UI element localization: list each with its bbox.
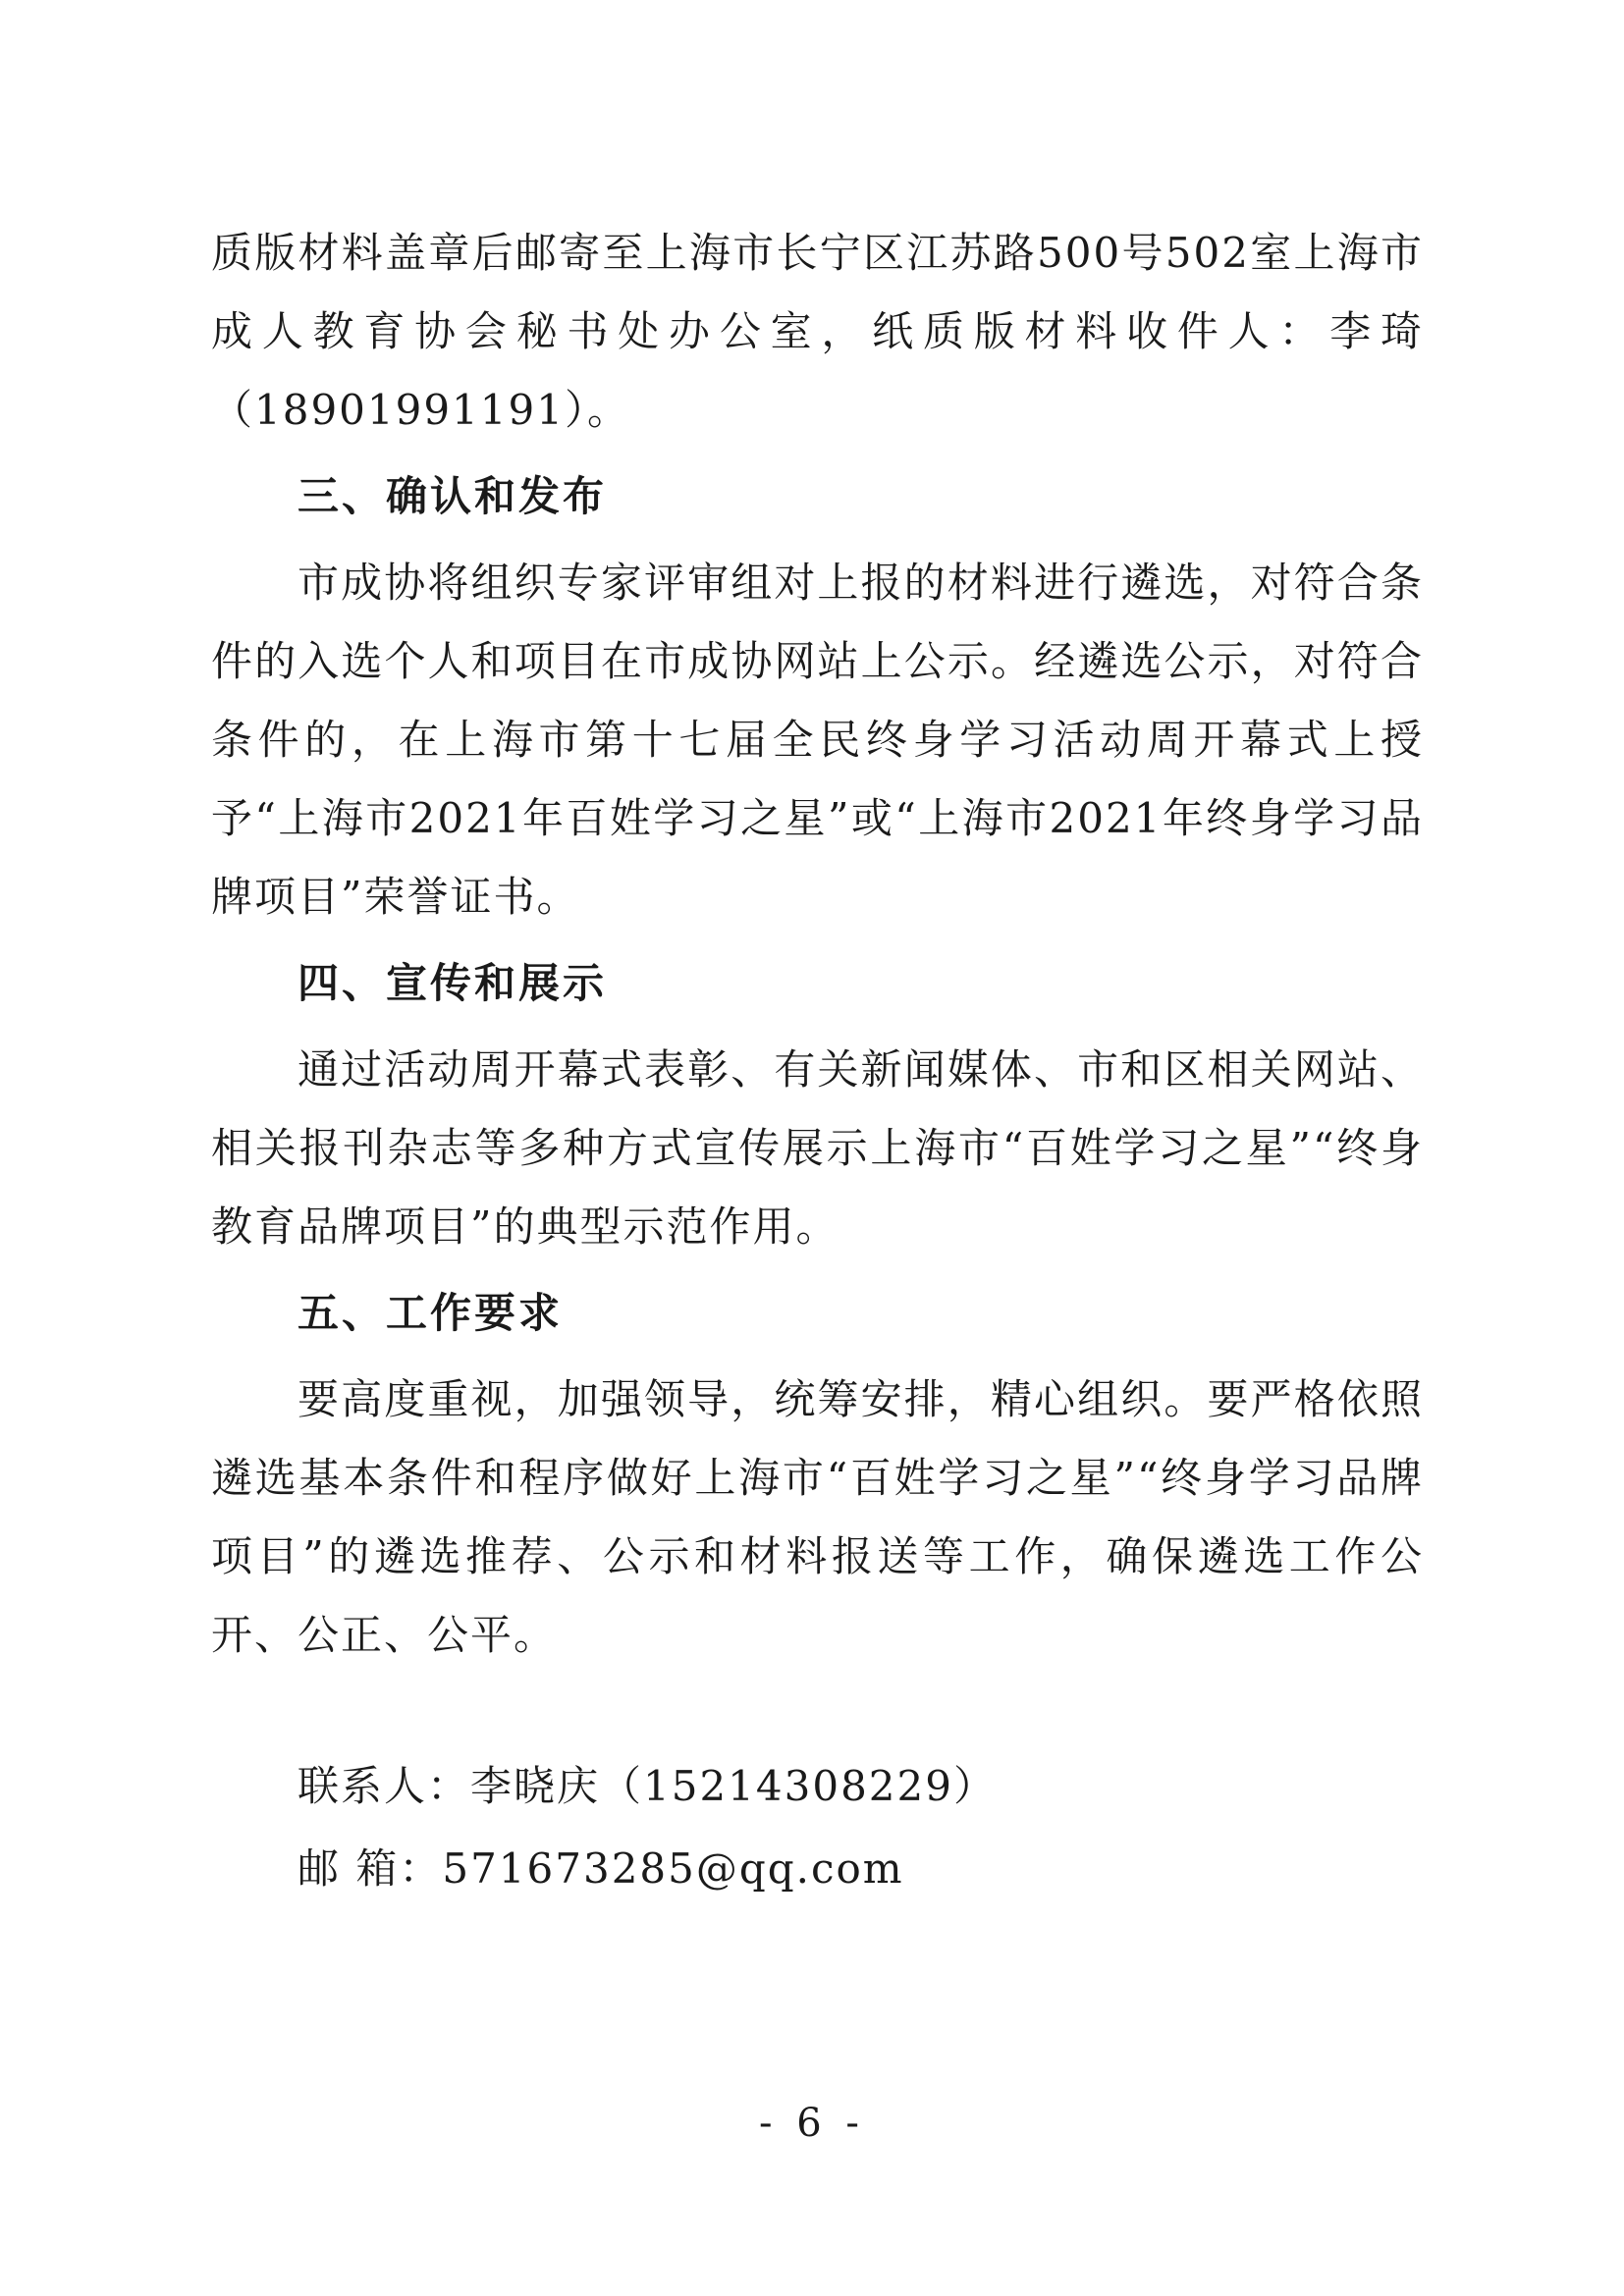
contact-person-label: 联系人： bbox=[298, 1762, 471, 1810]
page-number: - 6 - bbox=[759, 2101, 865, 2146]
contact-email-value: 571673285@qq.com bbox=[442, 1844, 904, 1893]
contact-email-label: 邮 箱： bbox=[298, 1844, 443, 1893]
section-spacer bbox=[211, 1675, 1424, 1745]
contact-person-value: 李晓庆（15214308229） bbox=[470, 1762, 997, 1810]
heading-promotion-and-display: 四、宣传和展示 bbox=[298, 959, 608, 1007]
contact-email-row bbox=[211, 1828, 1424, 1910]
heading-confirm-and-publish: 三、确认和发布 bbox=[298, 472, 608, 520]
contact-person-row bbox=[211, 1745, 1424, 1828]
paragraph-work-requirements: 要高度重视，加强领导，统筹安排，精心组织。要严格依照遴选基本条件和程序做好上海市“百姓学习之星”“终身学习品牌项目”的遴选推荐、公示和材料报送等工作，确保遴选工作公开、公正、公平。 bbox=[211, 1375, 1424, 1659]
paragraph-submission-continued: 质版材料盖章后邮寄至上海市长宁区江苏路500号502室上海市成人教育协会秘书处办公室，纸质版材料收件人：李琦（18901991191）。 bbox=[211, 229, 1424, 434]
paragraph-confirm-and-publish: 市成协将组织专家评审组对上报的材料进行遴选，对符合条件的入选个人和项目在市成协网站上公示。经遴选公示，对符合条件的，在上海市第十七届全民终身学习活动周开幕式上授予“上海市2021年百姓学习之星”或“上海市2021年终身学习品牌项目”荣誉证书。 bbox=[211, 559, 1424, 921]
heading-work-requirements: 五、工作要求 bbox=[298, 1289, 564, 1337]
paragraph-promotion-and-display: 通过活动周开幕式表彰、有关新闻媒体、市和区相关网站、相关报刊杂志等多种方式宣传展示上海市“百姓学习之星”“终身教育品牌项目”的典型示范作用。 bbox=[211, 1045, 1424, 1251]
document-body bbox=[211, 214, 1424, 1910]
